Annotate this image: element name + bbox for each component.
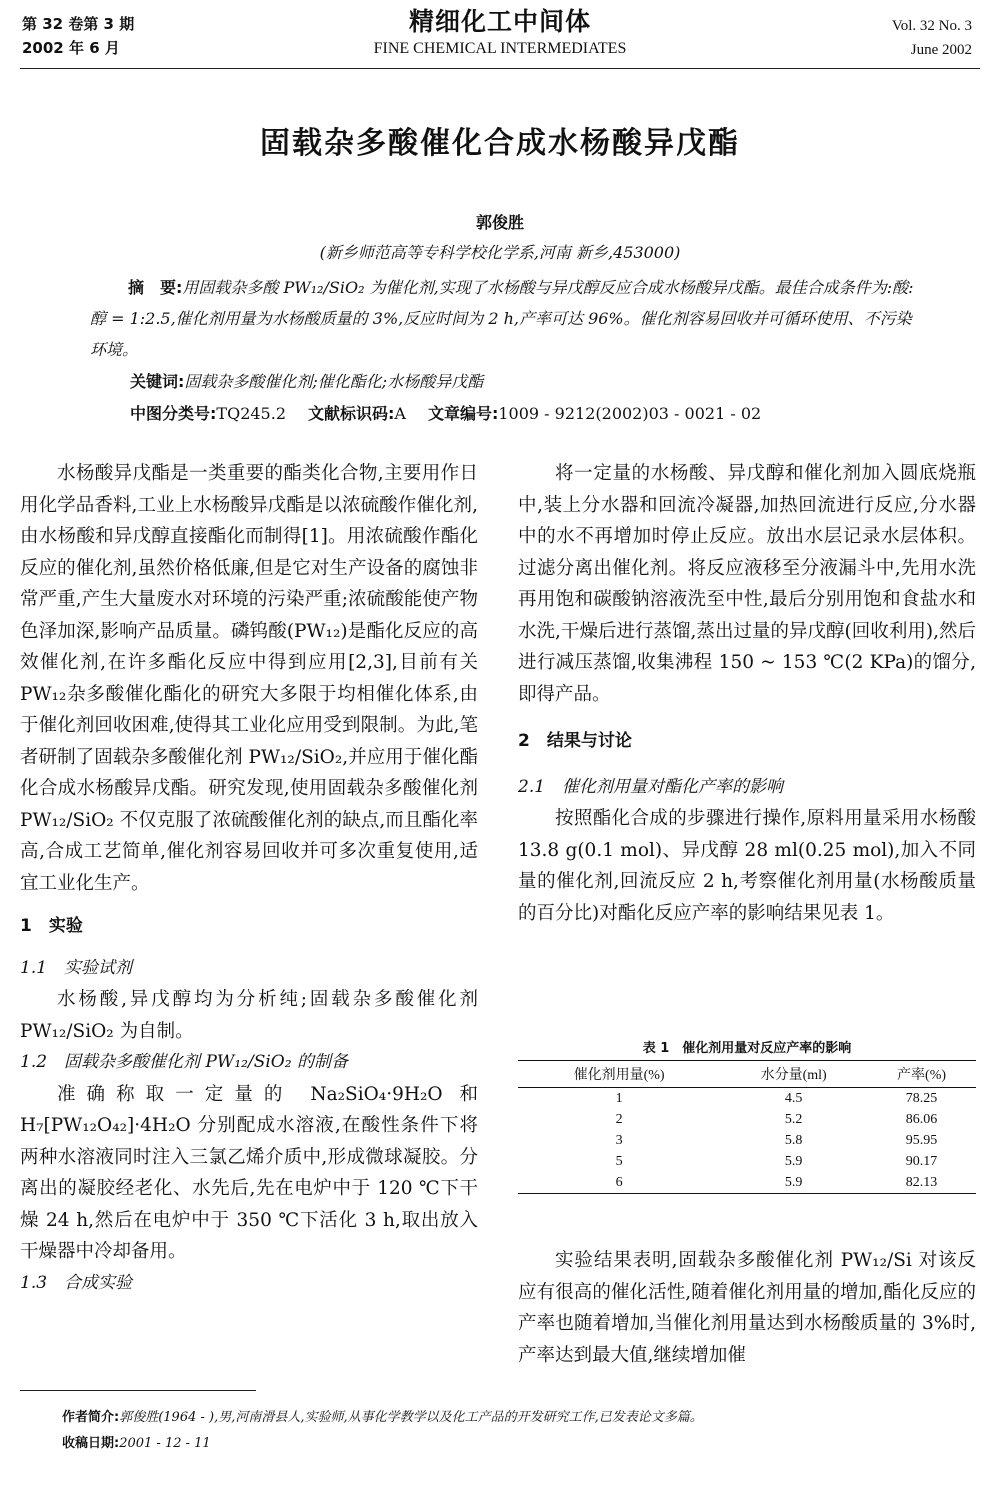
subsection-reagents: 1.1 实验试剂 — [20, 957, 133, 978]
table-cell: 5.8 — [784, 1132, 803, 1148]
intro-paragraph: 水杨酸异戊酯是一类重要的酯类化合物,主要用作日用化学品香料,工业上水杨酸异戊酯是以浓硫酸作催化剂,由水杨酸和异戊醇直接酯化而制得[1]。用浓硫酸作酯化反应的催化剂,虽然价格低廉,但是它对生产设备的腐蚀非常严重,产生大量废水对环境的污染严重;浓硫酸能使产物色泽加深,影响产品质量。磷钨酸(PW₁₂)是酯化反应的高效催化剂,在许多酯化反应中得到应用[2,3],目前有关PW₁₂杂多酸催化酯化的研究大多限于均相催化体系,由于催化剂回收困难,使得其工业化应用受到限制。为此,笔者研制了固载杂多酸催化剂 PW₁₂/SiO₂,并应用于催化酯化合成水杨酸异戊酯。研究发现,使用固载杂多酸催化剂 PW₁₂/SiO₂ 不仅克服了浓硫酸催化剂的缺点,而且酯化率高,合成工艺简单,催化剂容易回收并可多次重复使用,适宜工业化生产。 — [20, 463, 478, 894]
catalyst-prep-paragraph: 准确称取一定量的 Na₂SiO₄·9H₂O 和 H₇[PW₁₂O₄₂]·4H₂O 分别配成水溶液,在酸性条件下将两种水溶液同时注入三氯乙烯介质中,形成微球凝胶。分离出的凝胶经老化、水先后,先在电炉中于 120 ℃下干燥 24 h,然后在电炉中于 350 ℃下活化 3 h,取出放入干燥器中冷却备用。 — [20, 1083, 478, 1262]
right-column-lower — [518, 1245, 976, 1371]
col-header-catalyst: 催化剂用量(%) — [518, 1061, 720, 1088]
abstract-label: 摘 要: — [128, 278, 183, 297]
header-divider — [20, 68, 980, 69]
table-cell: 5 — [615, 1153, 623, 1169]
table-cell: 78.25 — [905, 1090, 938, 1106]
table-header-row — [518, 1061, 976, 1088]
table-cell: 4.5 — [784, 1090, 803, 1106]
left-column — [20, 458, 478, 1299]
article-number-label: 文章编号: — [427, 404, 499, 423]
table-row — [518, 1130, 976, 1151]
subsection-catalyst-amount: 2.1 催化剂用量对酯化产率的影响 — [518, 776, 784, 797]
table-row — [518, 1088, 976, 1110]
section-heading-experiment: 1 实验 — [20, 916, 83, 936]
table-cell: 3 — [615, 1132, 623, 1148]
classification-line — [130, 398, 761, 429]
right-column — [518, 458, 976, 929]
table-cell: 5.2 — [784, 1111, 803, 1127]
table-cell: 6 — [518, 1172, 720, 1194]
keywords — [130, 366, 483, 397]
doc-code-label: 文献标识码: — [308, 404, 395, 423]
results-table — [518, 1060, 976, 1194]
section-heading-results: 2 结果与讨论 — [518, 731, 632, 751]
doc-code-value: A — [394, 404, 406, 423]
abstract-text: 用固载杂多酸 PW₁₂/SiO₂ 为催化剂,实现了水杨酸与异戊醇反应合成水杨酸异戊酯。最佳合成条件为:酸:醇 = 1:2.5,催化剂用量为水杨酸质量的 3%,反应时间为 2 h,产率可达 96%。催化剂容易回收并可循环使用、不污染环境。 — [90, 278, 914, 359]
table-row — [518, 1172, 976, 1194]
volume-issue-cn: 第 32 卷第 3 期 — [22, 15, 135, 33]
journal-title — [300, 6, 700, 60]
table-cell: 5.9 — [784, 1153, 803, 1169]
results-paragraph: 实验结果表明,固载杂多酸催化剂 PW₁₂/Si 对该反应有很高的催化活性,随着催化剂用量的增加,酯化反应的产率也随着增加,当催化剂用量达到水杨酸质量的 3%时,产率达到最大值,继续增加催 — [518, 1250, 976, 1366]
table-row — [518, 1109, 976, 1130]
table-cell: 90.17 — [905, 1153, 938, 1169]
author-bio — [62, 1405, 703, 1431]
journal-issue-cn — [22, 12, 134, 60]
author-bio-label: 作者简介: — [62, 1410, 120, 1425]
table-cell: 1 — [615, 1090, 623, 1106]
footnote — [62, 1405, 703, 1457]
volume-issue-en: Vol. 32 No. 3 — [891, 18, 972, 34]
table-row — [518, 1151, 976, 1172]
received-date — [62, 1431, 703, 1457]
keywords-text: 固载杂多酸催化剂;催化酯化;水杨酸异戊酯 — [184, 372, 484, 391]
footnote-divider — [20, 1390, 256, 1391]
table-caption: 表 1 催化剂用量对反应产率的影响 — [642, 1041, 852, 1056]
table-cell: 95.95 — [905, 1132, 938, 1148]
col-header-yield: 产率(%) — [867, 1061, 976, 1088]
journal-name-cn: 精细化工中间体 — [408, 7, 591, 36]
keywords-label: 关键词: — [130, 372, 185, 391]
author-bio-text: 郭俊胜(1964 - ),男,河南滑县人,实验师,从事化学教学以及化工产品的开发研究工作,已发表论文多篇。 — [119, 1410, 703, 1425]
clc-value: TQ245.2 — [216, 404, 286, 423]
subsection-catalyst-prep: 1.2 固载杂多酸催化剂 PW₁₂/SiO₂ 的制备 — [20, 1052, 348, 1072]
journal-name-en: FINE CHEMICAL INTERMEDIATES — [373, 40, 627, 57]
table-cell: 2 — [615, 1111, 623, 1127]
col-header-water: 水分量(ml) — [720, 1061, 867, 1088]
paper-title: 固载杂多酸催化合成水杨酸异戊酯 — [260, 126, 740, 161]
reagents-paragraph: 水杨酸,异戊醇均为分析纯;固载杂多酸催化剂PW₁₂/SiO₂ 为自制。 — [20, 989, 478, 1042]
table-cell: 82.13 — [867, 1172, 976, 1194]
date-cn: 2002 年 6 月 — [22, 39, 120, 57]
received-date-label: 收稿日期: — [62, 1436, 120, 1451]
article-number-value: 1009 - 9212(2002)03 - 0021 - 02 — [498, 404, 762, 423]
date-en: June 2002 — [910, 42, 972, 58]
clc-label: 中图分类号: — [130, 404, 217, 423]
author-affiliation: (新乡师范高等专科学校化学系,河南 新乡,453000) — [319, 243, 681, 262]
synthesis-paragraph: 将一定量的水杨酸、异戊醇和催化剂加入圆底烧瓶中,装上分水器和回流冷凝器,加热回流进行反应,分水器中的水不再增加时停止反应。放出水层记录水层体积。过滤分离出催化剂。将反应液移至分液漏斗中,先用水洗再用饱和碳酸钠溶液洗至中性,最后分别用饱和食盐水和水洗,干燥后进行蒸馏,蒸出过量的异戊醇(回收利用),然后进行减压蒸馏,收集沸程 150 ~ 153 ℃(2 KPa)的馏分,即得产品。 — [518, 463, 976, 705]
abstract — [90, 272, 920, 365]
received-date-text: 2001 - 12 - 11 — [119, 1436, 211, 1451]
table-cell: 86.06 — [905, 1111, 938, 1127]
catalyst-amount-paragraph: 按照酯化合成的步骤进行操作,原料用量采用水杨酸 13.8 g(0.1 mol)、异戊醇 28 ml(0.25 mol),加入不同量的催化剂,回流反应 2 h,考察催化剂用量(水杨酸质量的百分比)对酯化反应产率的影响结果见表 1。 — [518, 808, 976, 924]
journal-issue-en — [892, 14, 972, 62]
author-name: 郭俊胜 — [475, 213, 524, 232]
subsection-synthesis: 1.3 合成实验 — [20, 1272, 133, 1293]
table-cell: 5.9 — [720, 1172, 867, 1194]
